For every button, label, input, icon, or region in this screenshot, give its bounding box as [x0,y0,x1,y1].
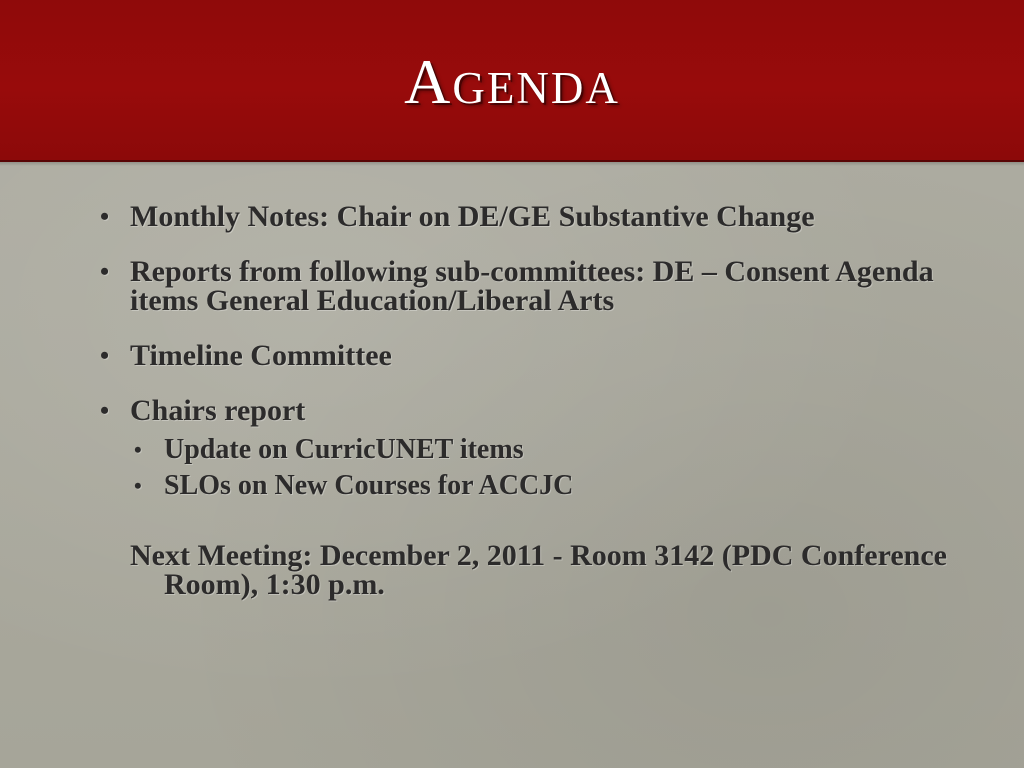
bullet-icon: • [134,473,142,498]
agenda-subitem [130,433,936,467]
agenda-item-text: Monthly Notes: Chair on DE/GE Substantive Change [130,200,815,233]
title-bar [0,0,1024,162]
agenda-subitem-text: SLOs on New Courses for ACCJC [164,470,574,501]
agenda-item-text: Timeline Committee [130,339,392,372]
bullet-icon: • [100,396,110,425]
bullet-icon: • [100,341,110,370]
bullet-icon: • [134,437,142,462]
agenda-item [96,202,936,231]
agenda-sublist [130,433,936,503]
agenda-subitem [130,469,936,503]
bullet-icon: • [100,257,110,286]
next-meeting: Next Meeting: December 2, 2011 - Room 3142 (PDC Conference Room), 1:30 p.m. [130,539,947,601]
slide-content [96,200,947,601]
agenda-item-text: Chairs report [130,394,306,427]
agenda-item [96,257,936,315]
bullet-icon: • [100,202,110,231]
agenda-list [96,202,936,503]
agenda-item [96,396,936,503]
slide-title: Agenda [404,46,620,117]
agenda-item [96,341,936,370]
agenda-item-text: Reports from following sub-committees: DE – Consent Agenda items General Education/Liberal Arts [130,255,934,317]
agenda-subitem-text: Update on CurricUNET items [164,434,524,465]
